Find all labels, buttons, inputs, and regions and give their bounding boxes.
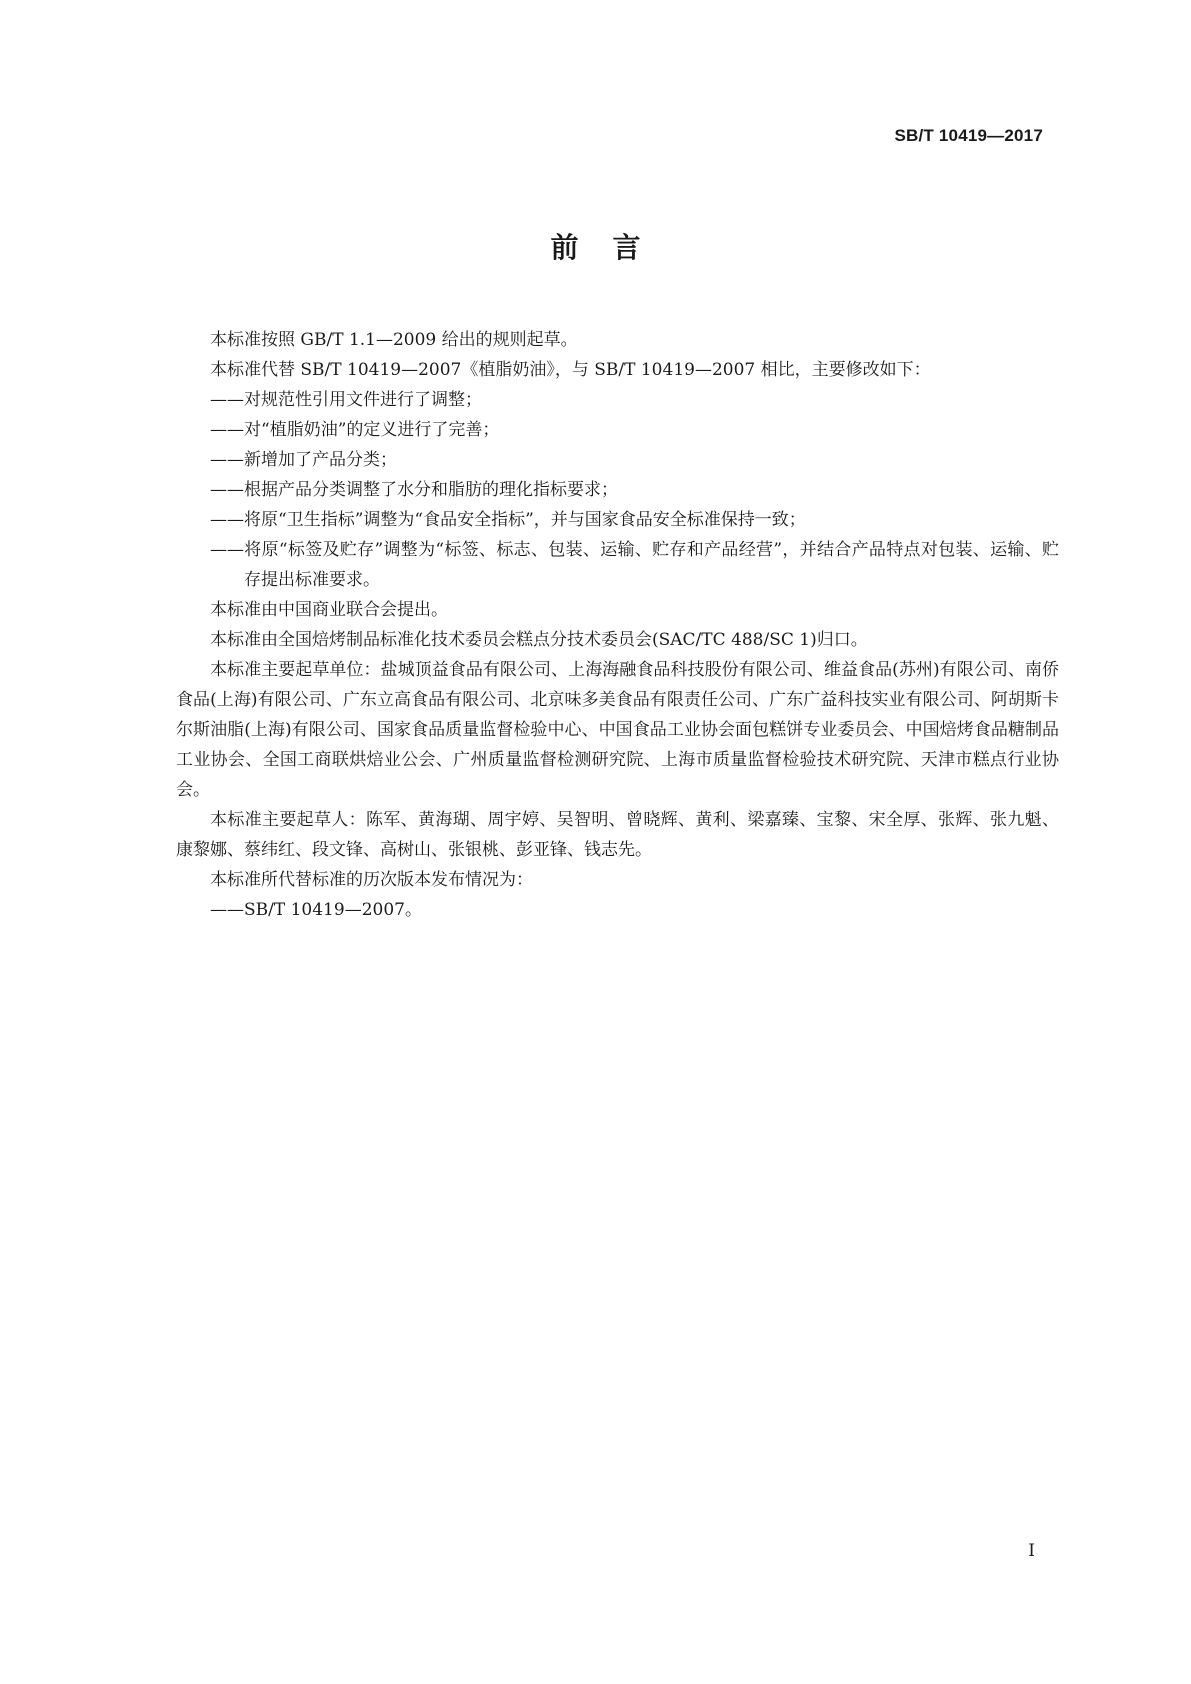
- paragraph-drafting-rules: 本标准按照 GB/T 1.1—2009 给出的规则起草。: [210, 330, 578, 350]
- change-item: ——对“植脂奶油”的定义进行了完善；: [210, 420, 500, 440]
- document-body: [176, 325, 1059, 925]
- change-item: ——将原“标签及贮存”调整为“标签、标志、包装、运输、贮存和产品经营”，并结合产品特点对包装、运输、贮存提出标准要求。: [210, 540, 1059, 590]
- change-item: ——对规范性引用文件进行了调整；: [210, 390, 482, 410]
- change-item: ——根据产品分类调整了水分和脂肪的理化指标要求；: [210, 480, 618, 500]
- history-item: ——SB/T 10419—2007。: [210, 900, 422, 920]
- paragraph-history-intro: 本标准所代替标准的历次版本发布情况为：: [210, 870, 533, 890]
- page-title: 前言: [550, 231, 675, 264]
- paragraph-drafting-units: 本标准主要起草单位：盐城顶益食品有限公司、上海海融食品科技股份有限公司、维益食品(苏州)有限公司、南侨食品(上海)有限公司、广东立高食品有限公司、北京味多美食品有限责任公司、广东广益科技实业有限公司、阿胡斯卡尔斯油脂(上海)有限公司、国家食品质量监督检验中心、中国食品工业协会面包糕饼专业委员会、中国焙烤食品糖制品工业协会、全国工商联烘焙业公会、广州质量监督检测研究院、上海市质量监督检验技术研究院、天津市糕点行业协会。: [176, 660, 1059, 800]
- paragraph-technical-committee: 本标准由全国焙烤制品标准化技术委员会糕点分技术委员会(SAC/TC 488/SC 1)归口。: [210, 630, 868, 650]
- standard-code: SB/T 10419—2017: [894, 126, 1043, 145]
- paragraph-drafters: 本标准主要起草人：陈军、黄海瑚、周宇婷、吴智明、曾晓辉、黄利、梁嘉臻、宝黎、宋全厚、张辉、张九魁、康黎娜、蔡纬红、段文锋、高树山、张银桃、彭亚锋、钱志先。: [176, 810, 1059, 860]
- paragraph-replacement: 本标准代替 SB/T 10419—2007《植脂奶油》，与 SB/T 10419—2007 相比，主要修改如下：: [210, 360, 931, 380]
- paragraph-proposer: 本标准由中国商业联合会提出。: [210, 600, 448, 620]
- change-item: ——将原“卫生指标”调整为“食品安全指标”，并与国家食品安全标准保持一致；: [210, 510, 806, 530]
- page-number: I: [1028, 1541, 1035, 1561]
- change-item: ——新增加了产品分类；: [210, 450, 397, 470]
